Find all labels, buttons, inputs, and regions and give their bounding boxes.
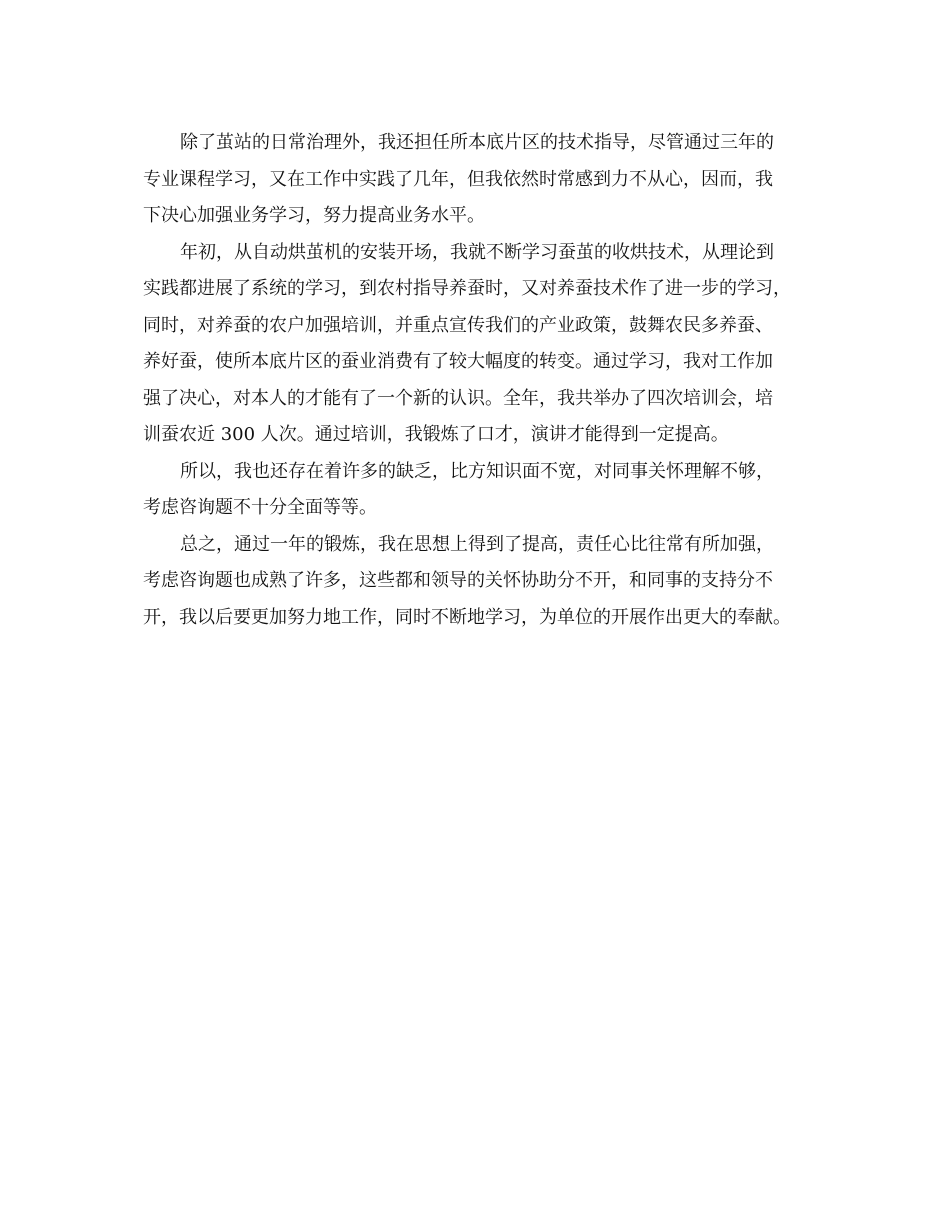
- text-line: 总之，通过一年的锻炼，我在思想上得到了提高，责任心比往常有所加强，: [180, 533, 774, 555]
- text-line: 开，我以后要更加努力地工作，同时不断地学习，为单位的开展作出更大的奉献。: [143, 606, 791, 628]
- paragraph-3: [143, 454, 807, 527]
- text-line: 养好蚕，使所本底片区的蚕业消费有了较大幅度的转变。通过学习，我对工作加: [143, 351, 773, 372]
- text-line: 所以，我也还存在着许多的缺乏，比方知识面不宽，对同事关怀理解不够，: [180, 460, 774, 482]
- text-line: 考虑咨询题不十分全面等等。: [143, 497, 377, 518]
- text-line: 实践都进展了系统的学习，到农村指导养蚕时，又对养蚕技术作了进一步的学习，: [143, 278, 791, 299]
- text-line: 考虑咨询题也成熟了许多，这些都和领导的关怀协助分不开，和同事的支持分不: [143, 570, 773, 591]
- text-line: 年初，从自动烘茧机的安装开场，我就不断学习蚕茧的收烘技术，从理论到: [180, 241, 774, 263]
- document-body: [143, 125, 807, 636]
- text-line: 下决心加强业务学习，努力提高业务水平。: [143, 205, 485, 226]
- text-line: 除了茧站的日常治理外，我还担任所本底片区的技术指导，尽管通过三年的: [180, 132, 774, 153]
- text-line: 强了决心，对本人的才能有了一个新的认识。全年，我共举办了四次培训会，培: [143, 387, 773, 409]
- text-line: 同时，对养蚕的农户加强培训，并重点宣传我们的产业政策，鼓舞农民多养蚕、: [143, 314, 773, 336]
- paragraph-2: [143, 235, 807, 454]
- paragraph-4: [143, 527, 807, 637]
- paragraph-1: [143, 125, 807, 235]
- text-line: 训蚕农近 300 人次。通过培训，我锻炼了口才，演讲才能得到一定提高。: [143, 424, 729, 445]
- text-line: 专业课程学习，又在工作中实践了几年，但我依然时常感到力不从心，因而，我: [143, 168, 773, 190]
